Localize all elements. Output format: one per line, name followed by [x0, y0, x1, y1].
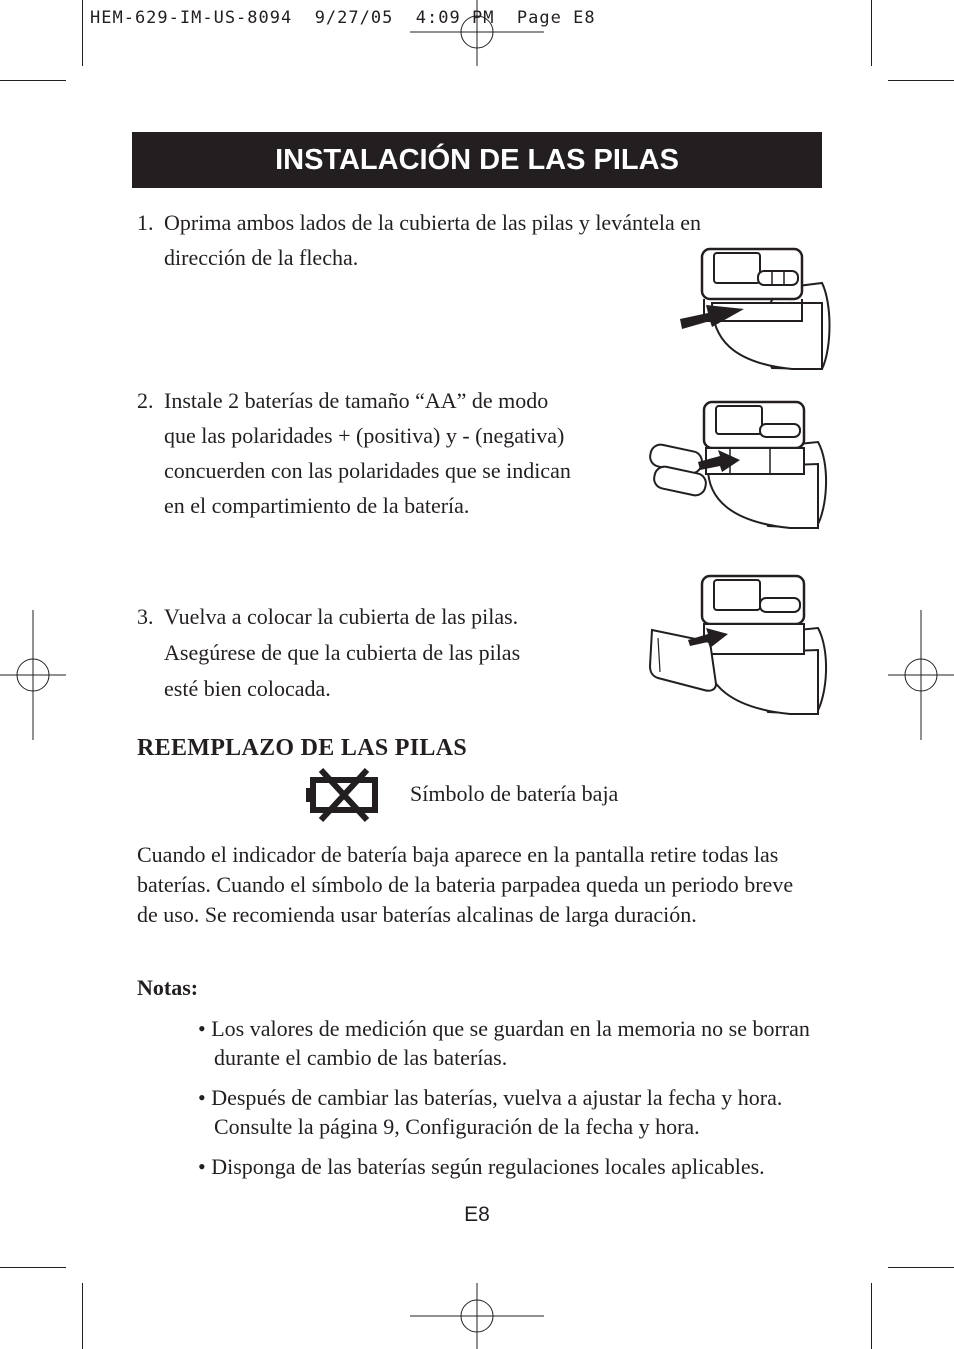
note-item: • Después de cambiar las baterías, vuelva a ajustar la fecha y hora. Consulte la página 9, Configuración de la fecha y hora. [198, 1085, 783, 1139]
crop-mark [871, 0, 872, 66]
step-text-line: Instale 2 baterías de tamaño “AA” de modo [164, 388, 549, 413]
note-item: • Los valores de medición que se guardan en la memoria no se borran durante el cambio de las baterías. [198, 1016, 810, 1070]
crop-mark [888, 1267, 954, 1268]
step-number: 3. [137, 604, 154, 629]
note-item: • Disponga de las baterías según regulaciones locales aplicables. [198, 1154, 765, 1179]
step-text-line: esté bien colocada. [164, 676, 331, 701]
step-text-line: Vuelva a colocar la cubierta de las pilas. [164, 604, 519, 629]
low-battery-label: Símbolo de batería baja [410, 781, 619, 806]
crop-mark [82, 0, 83, 66]
section-heading: REEMPLAZO DE LAS PILAS [137, 735, 467, 761]
step-text-line: en el compartimiento de la batería. [164, 493, 470, 518]
step-text-line: dirección de la flecha. [164, 245, 359, 270]
step-text-line: que las polaridades + (positiva) y - (negativa) [164, 423, 565, 448]
registration-mark-left [0, 610, 66, 740]
step-text-line: concuerden con las polaridades que se indican [164, 458, 571, 483]
crop-mark [871, 1283, 872, 1349]
crop-mark [0, 80, 66, 81]
step-number: 1. [137, 210, 154, 235]
registration-mark-right [888, 610, 954, 740]
page-title: INSTALACIÓN DE LAS PILAS [275, 144, 679, 176]
print-slug: HEM-629-IM-US-8094 9/27/05 4:09 PM Page E8 [90, 8, 596, 28]
replacement-paragraph: Cuando el indicador de batería baja aparece en la pantalla retire todas las baterías. Cuando el símbolo de la bateria parpadea queda un periodo breve de uso. Se recomienda usar baterías alcalinas de larga duración. [137, 842, 794, 927]
monitor-cover-removal-illustration [672, 243, 838, 373]
page-number: E8 [464, 1203, 490, 1226]
step-text-line: Oprima ambos lados de la cubierta de las pilas y levántela en [164, 210, 701, 235]
notes-heading: Notas: [137, 975, 199, 1000]
crop-mark [888, 80, 954, 81]
crop-mark [82, 1283, 83, 1349]
cover-replacement-illustration [644, 572, 830, 720]
battery-insertion-illustration [640, 398, 830, 533]
step-text-line: Asegúrese de que la cubierta de las pilas [164, 640, 521, 665]
step-number: 2. [137, 388, 154, 413]
crop-mark [0, 1267, 66, 1268]
registration-mark-bottom [410, 1283, 544, 1349]
low-battery-icon [305, 768, 381, 824]
title-bar [132, 132, 822, 188]
